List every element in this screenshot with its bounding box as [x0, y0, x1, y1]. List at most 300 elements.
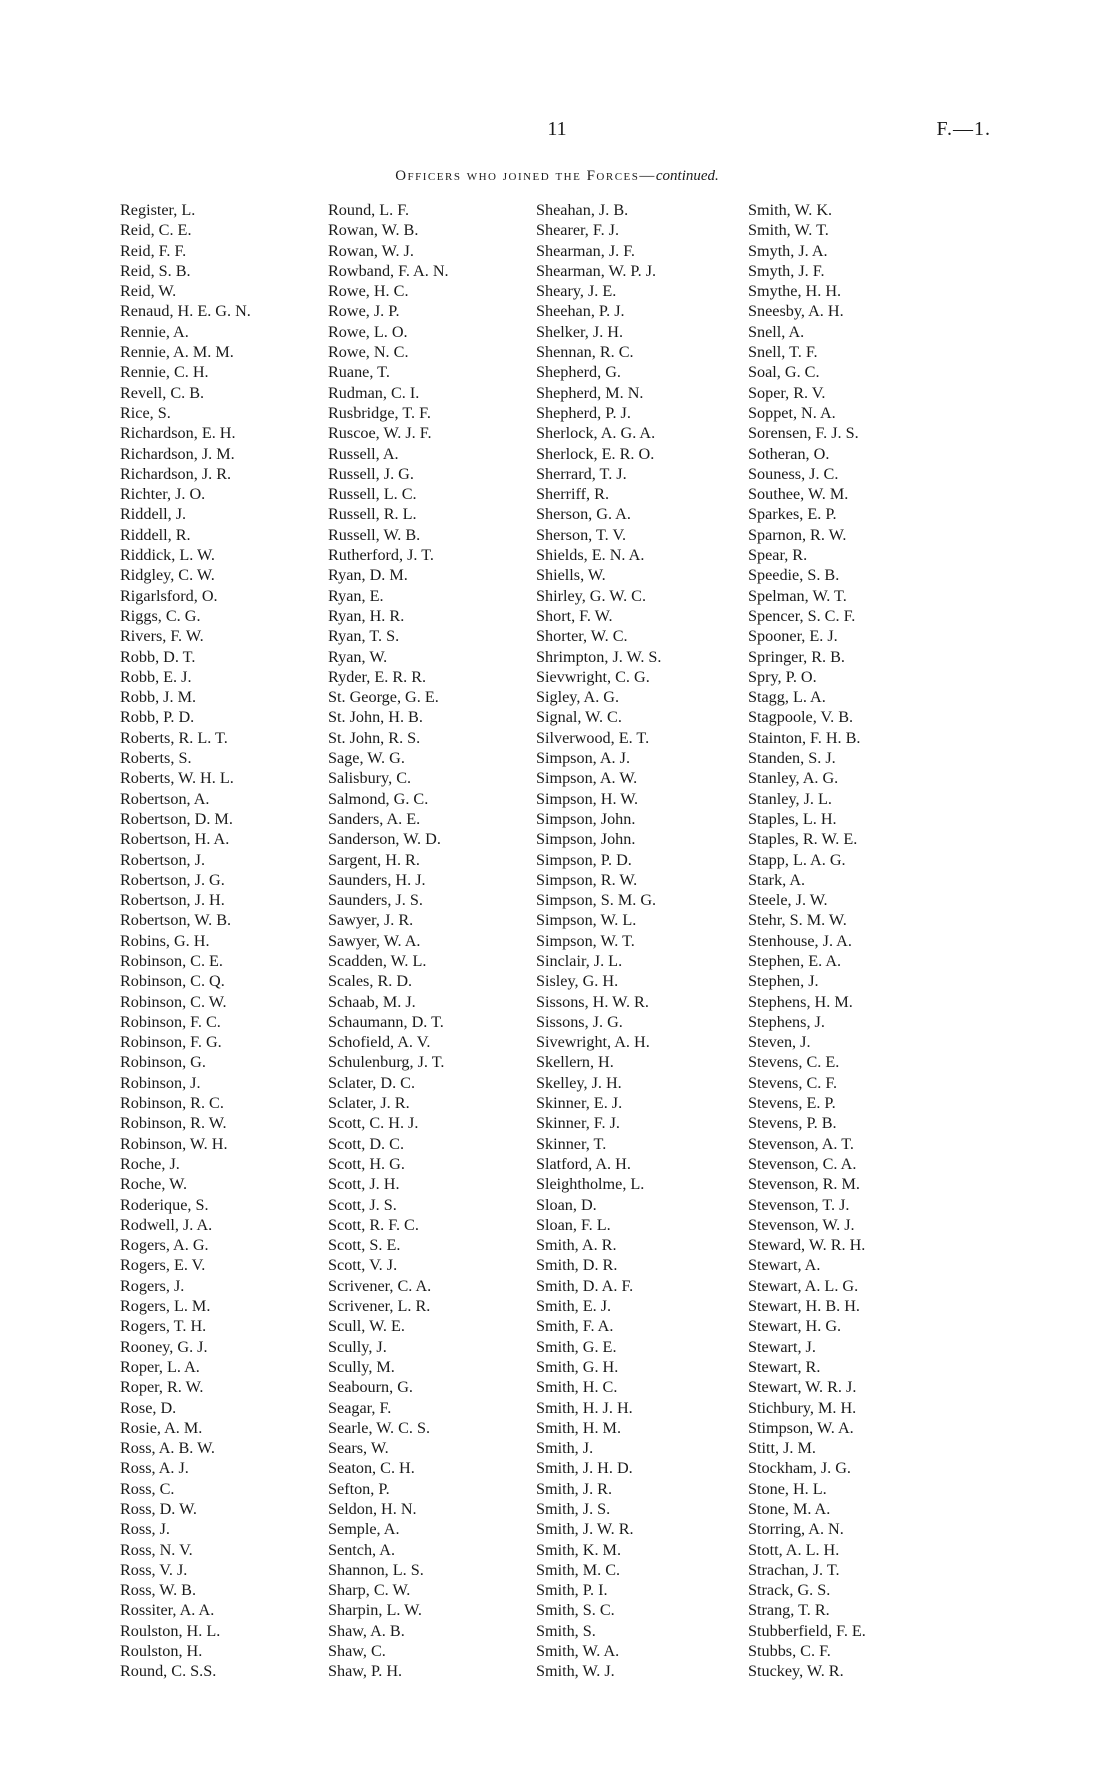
officer-name: Soppet, N. A.: [748, 403, 836, 422]
officer-name: Roberts, R. L. T.: [120, 728, 228, 747]
officer-name: Robertson, J. G.: [120, 870, 225, 889]
officer-name: Stewart, A.: [748, 1256, 821, 1275]
officer-name: Sievwright, C. G.: [536, 667, 650, 686]
officer-name: Rowe, N. C.: [328, 343, 409, 362]
officer-name: Silverwood, E. T.: [536, 728, 650, 747]
officer-name: Sleightholme, L.: [536, 1175, 645, 1194]
officer-name: Stevenson, R. M.: [748, 1175, 860, 1194]
officer-name: Scrivener, L. R.: [328, 1297, 431, 1316]
officer-name: Ross, C.: [120, 1479, 175, 1498]
officer-name: Roberts, S.: [120, 749, 192, 768]
officer-name: Salmond, G. C.: [328, 789, 429, 808]
officer-name: Sherriff, R.: [536, 485, 609, 504]
officer-name: Signal, W. C.: [536, 708, 622, 727]
officer-name: Saunders, J. S.: [328, 891, 423, 910]
officer-name: Ross, D. W.: [120, 1500, 197, 1518]
officer-name: Robinson, G.: [120, 1053, 206, 1072]
officer-name: Schulenburg, J. T.: [328, 1053, 445, 1072]
officer-name: Sherrard, T. J.: [536, 464, 627, 483]
officer-name: Sorensen, F. J. S.: [748, 424, 859, 443]
officer-name: Robinson, W. H.: [120, 1134, 228, 1153]
officer-name: Skelley, J. H.: [536, 1073, 622, 1092]
officer-name: Smith, J. R.: [536, 1479, 613, 1498]
officer-name: Sargent, H. R.: [328, 850, 420, 869]
officer-name: Roche, J.: [120, 1154, 180, 1173]
officer-name: Sneesby, A. H.: [748, 302, 844, 321]
officer-name: Rodwell, J. A.: [120, 1215, 213, 1234]
officer-name: Robins, G. H.: [120, 931, 210, 950]
officer-name: Stewart, A. L. G.: [748, 1276, 859, 1295]
officer-name: Stevenson, T. J.: [748, 1195, 850, 1214]
officer-name: Sparkes, E. P.: [748, 505, 837, 524]
officer-name: Robinson, C. Q.: [120, 972, 225, 991]
officer-name: Richter, J. O.: [120, 485, 206, 504]
officer-name: Robertson, J. H.: [120, 891, 225, 910]
officer-name: Stephens, J.: [748, 1012, 825, 1031]
officer-name: Simpson, A. W.: [536, 769, 638, 788]
officer-name: Ryder, E. R. R.: [328, 667, 427, 686]
officer-name: Seabourn, G.: [328, 1378, 413, 1397]
officer-name: Sigley, A. G.: [536, 688, 620, 707]
officer-name: Standen, S. J.: [748, 749, 836, 768]
officer-name: Stephen, E. A.: [748, 951, 842, 970]
report-reference: F.—1.: [936, 118, 991, 140]
officer-name: Robinson, R. W.: [120, 1114, 227, 1133]
officer-name: Russell, L. C.: [328, 485, 417, 504]
heading-main: Officers who joined the Forces—: [395, 168, 656, 184]
officer-name: Smith, E. J.: [536, 1297, 612, 1316]
officer-name: Simpson, W. L.: [536, 911, 637, 930]
officer-name: Reid, C. E.: [120, 221, 192, 240]
officer-name: Sharpin, L. W.: [328, 1601, 422, 1620]
officer-name: Smith, J. H. D.: [536, 1459, 633, 1478]
officer-name: Storring, A. N.: [748, 1520, 844, 1539]
officer-name: Stanley, J. L.: [748, 789, 832, 808]
officer-name: Scrivener, C. A.: [328, 1276, 432, 1295]
officer-name: Rossiter, A. A.: [120, 1601, 215, 1620]
officer-name: Rowe, L. O.: [328, 322, 408, 341]
officer-name: Ryan, D. M.: [328, 566, 408, 585]
officer-name: Sanders, A. E.: [328, 809, 421, 828]
officer-name: Rennie, A. M. M.: [120, 343, 234, 362]
officer-name: Steward, W. R. H.: [748, 1236, 866, 1255]
officer-name: Roper, R. W.: [120, 1378, 204, 1397]
officer-name: Sanderson, W. D.: [328, 830, 441, 849]
officer-name: Spencer, S. C. F.: [748, 606, 856, 625]
officer-name: Ross, W. B.: [120, 1581, 197, 1600]
officer-name: Shepherd, G.: [536, 363, 621, 382]
officer-name: Rennie, A.: [120, 322, 189, 341]
officer-name: Sclater, D. C.: [328, 1073, 416, 1092]
officer-name: Shennan, R. C.: [536, 343, 634, 362]
officer-name: Strang, T. R.: [748, 1601, 830, 1620]
officer-name: Smith, W. T.: [748, 221, 829, 240]
officer-name: Sisley, G. H.: [536, 972, 619, 991]
officer-name: Sivewright, A. H.: [536, 1033, 650, 1052]
officer-name: Sherlock, E. R. O.: [536, 444, 655, 463]
officer-name: Scott, R. F. C.: [328, 1215, 419, 1234]
officer-name: Rutherford, J. T.: [328, 546, 434, 565]
officer-name: Smith, H. M.: [536, 1418, 622, 1437]
officer-name: Russell, J. G.: [328, 464, 414, 483]
officer-name: Rowan, W. J.: [328, 241, 414, 260]
officer-name: Rogers, L. M.: [120, 1297, 211, 1316]
officer-name: Shrimpton, J. W. S.: [536, 647, 662, 666]
officer-name: Scull, W. E.: [328, 1317, 405, 1336]
officer-name: Scott, J. S.: [328, 1195, 397, 1214]
heading-continued: continued.: [655, 168, 719, 184]
officer-name: Stevenson, A. T.: [748, 1134, 854, 1153]
officer-name: Souness, J. C.: [748, 464, 839, 483]
officer-name: Stewart, W. R. J.: [748, 1378, 857, 1397]
officer-name: Robinson, J.: [120, 1073, 201, 1092]
officer-name: Southee, W. M.: [748, 485, 849, 504]
officer-name: Robertson, W. B.: [120, 911, 232, 930]
officer-name: Renaud, H. E. G. N.: [120, 302, 251, 321]
officer-name: Ridgley, C. W.: [120, 566, 215, 585]
officer-name: Semple, A.: [328, 1520, 400, 1539]
officer-name: Scully, M.: [328, 1357, 395, 1376]
officer-name: Saunders, H. J.: [328, 870, 426, 889]
officer-name: St. John, H. B.: [328, 708, 423, 727]
officer-name: Steven, J.: [748, 1033, 811, 1052]
officer-name: Stehr, S. M. W.: [748, 911, 847, 930]
officer-name: Smyth, J. F.: [748, 261, 825, 280]
name-column-4: [748, 200, 866, 1682]
officer-name: Rogers, J.: [120, 1276, 185, 1295]
officer-name: Richardson, J. R.: [120, 464, 232, 483]
officer-name: Schaumann, D. T.: [328, 1012, 444, 1031]
officer-name: Stagg, L. A.: [748, 688, 826, 707]
officer-name: Russell, A.: [328, 444, 399, 463]
officer-name: Smith, H. C.: [536, 1378, 618, 1397]
officer-name: Russell, W. B.: [328, 525, 421, 544]
officer-name: Staples, L. H.: [748, 809, 837, 828]
officer-name: Smith, H. J. H.: [536, 1398, 633, 1417]
officer-name: Stone, H. L.: [748, 1479, 827, 1498]
officer-name: Sclater, J. R.: [328, 1094, 410, 1113]
officer-name: Sotheran, O.: [748, 444, 830, 463]
officer-name: Stevens, P. B.: [748, 1114, 837, 1133]
officer-name: Roderique, S.: [120, 1195, 209, 1214]
officer-name: Stewart, H. B. H.: [748, 1297, 860, 1316]
name-column-3: [536, 200, 661, 1682]
officer-name: Robinson, F. C.: [120, 1012, 221, 1031]
officer-name: Robb, P. D.: [120, 708, 195, 727]
officer-name: Richardson, E. H.: [120, 424, 236, 443]
officer-name: Rigarlsford, O.: [120, 586, 218, 605]
officer-name: Sherson, G. A.: [536, 505, 631, 524]
officer-name: Strack, G. S.: [748, 1581, 831, 1600]
officer-name: Smyth, J. A.: [748, 241, 828, 260]
officer-name: Scott, S. E.: [328, 1236, 401, 1255]
officer-name: Sefton, P.: [328, 1479, 390, 1498]
officer-name: Stichbury, M. H.: [748, 1398, 857, 1417]
officer-name: Ryan, E.: [328, 586, 384, 605]
officer-name: Smith, F. A.: [536, 1317, 614, 1336]
officer-name: Skinner, F. J.: [536, 1114, 620, 1133]
officer-name: Riggs, C. G.: [120, 606, 201, 625]
officer-name: Spry, P. O.: [748, 667, 817, 686]
officer-name: Sissons, H. W. R.: [536, 992, 649, 1011]
officer-name: Reid, W.: [120, 282, 177, 301]
officer-name: Shirley, G. W. C.: [536, 586, 647, 605]
officer-name: Shaw, P. H.: [328, 1662, 403, 1681]
officer-name: Ross, N. V.: [120, 1540, 193, 1559]
officer-name: Sharp, C. W.: [328, 1581, 411, 1600]
officer-name: Roberts, W. H. L.: [120, 769, 234, 788]
officer-name: St. John, R. S.: [328, 728, 421, 747]
officer-name: Smith, S. C.: [536, 1601, 615, 1620]
officer-name: Simpson, H. W.: [536, 789, 639, 808]
officer-name: Smith, G. H.: [536, 1357, 619, 1376]
officer-name: Round, L. F.: [328, 201, 409, 219]
officer-name: Stapp, L. A. G.: [748, 850, 846, 869]
officer-name: Spooner, E. J.: [748, 627, 838, 646]
officer-name: Ross, J.: [120, 1520, 170, 1539]
officer-name: Skinner, E. J.: [536, 1094, 623, 1113]
officer-name: Robb, E. J.: [120, 667, 192, 686]
officer-name: Rowband, F. A. N.: [328, 261, 449, 280]
officer-name: Rowan, W. B.: [328, 221, 419, 240]
officer-name: Stimpson, W. A.: [748, 1418, 854, 1437]
officer-name: Simpson, R. W.: [536, 870, 638, 889]
officer-name: Stott, A. L. H.: [748, 1540, 840, 1559]
officer-name: Roulston, H. L.: [120, 1621, 221, 1640]
officer-name: Ross, A. J.: [120, 1459, 189, 1478]
officer-name: Round, C. S.S.: [120, 1662, 217, 1681]
officer-name: Roper, L. A.: [120, 1357, 200, 1376]
officer-name: Stone, M. A.: [748, 1500, 831, 1518]
officer-name: Shaw, A. B.: [328, 1621, 405, 1640]
officer-name: Ryan, T. S.: [328, 627, 400, 646]
officer-name: Rosie, A. M.: [120, 1418, 203, 1437]
officer-name: Stockham, J. G.: [748, 1459, 851, 1478]
officer-name: Shaw, C.: [328, 1642, 386, 1661]
officer-name: Robb, J. M.: [120, 688, 197, 707]
officer-name: Rowe, J. P.: [328, 302, 400, 321]
officer-name: Robinson, R. C.: [120, 1094, 224, 1113]
officer-name: Stevens, C. F.: [748, 1073, 838, 1092]
officer-name: Stevenson, C. A.: [748, 1154, 857, 1173]
officer-name: Shelker, J. H.: [536, 322, 624, 341]
officer-name: Simpson, S. M. G.: [536, 891, 657, 910]
officer-name: Sage, W. G.: [328, 749, 405, 768]
officer-name: Robertson, J.: [120, 850, 205, 869]
officer-name: Scadden, W. L.: [328, 951, 427, 970]
officer-name: Sawyer, J. R.: [328, 911, 414, 930]
officer-name: Robertson, H. A.: [120, 830, 230, 849]
officer-name: Shannon, L. S.: [328, 1560, 424, 1579]
officer-name: Rogers, A. G.: [120, 1236, 209, 1255]
officer-name: Strachan, J. T.: [748, 1560, 840, 1579]
officer-name: Sloan, D.: [536, 1195, 597, 1214]
officer-name: Scott, C. H. J.: [328, 1114, 419, 1133]
officer-name: Smith, K. M.: [536, 1540, 622, 1559]
officer-name: Spear, R.: [748, 546, 808, 565]
officer-name: Smith, J.: [536, 1439, 594, 1458]
officer-name: St. George, G. E.: [328, 688, 439, 707]
officer-name: Simpson, P. D.: [536, 850, 632, 869]
officer-name: Sears, W.: [328, 1439, 389, 1458]
officer-name: Robinson, F. G.: [120, 1033, 222, 1052]
officer-name: Shields, E. N. A.: [536, 546, 645, 565]
officer-name: Smith, D. R.: [536, 1256, 618, 1275]
officer-name: Smith, D. A. F.: [536, 1276, 634, 1295]
officer-name: Stenhouse, J. A.: [748, 931, 852, 950]
officer-name: Roche, W.: [120, 1175, 187, 1194]
officer-name: Sinclair, J. L.: [536, 951, 623, 970]
officer-name: Shearman, J. F.: [536, 241, 635, 260]
officer-name: Speedie, S. B.: [748, 566, 840, 585]
officer-name: Schaab, M. J.: [328, 992, 416, 1011]
officer-name: Smith, W. J.: [536, 1662, 615, 1681]
officer-name: Smith, J. S.: [536, 1500, 611, 1518]
officer-name: Stark, A.: [748, 870, 806, 889]
officer-name: Sawyer, W. A.: [328, 931, 421, 950]
officer-name: Slatford, A. H.: [536, 1154, 631, 1173]
officer-name: Stitt, J. M.: [748, 1439, 816, 1458]
officer-name: Smith, W. A.: [536, 1642, 620, 1661]
officer-name: Rogers, E. V.: [120, 1256, 206, 1275]
officer-name: Springer, R. B.: [748, 647, 845, 666]
officer-name: Rice, S.: [120, 403, 171, 422]
officer-name: Shiells, W.: [536, 566, 606, 585]
officer-name: Robertson, D. M.: [120, 809, 233, 828]
officer-name: Roulston, H.: [120, 1642, 203, 1661]
officer-name: Rivers, F. W.: [120, 627, 204, 646]
officer-name: Smythe, H. H.: [748, 282, 842, 301]
officer-name: Soal, G. C.: [748, 363, 820, 382]
officer-name: Stainton, F. H. B.: [748, 728, 861, 747]
officer-name: Robinson, C. W.: [120, 992, 227, 1011]
officer-name: Shorter, W. C.: [536, 627, 628, 646]
officer-name: Rennie, C. H.: [120, 363, 209, 382]
officer-name: Ross, A. B. W.: [120, 1439, 215, 1458]
officer-name: Simpson, W. T.: [536, 931, 635, 950]
officer-name: Scott, V. J.: [328, 1256, 398, 1275]
officer-name: Smith, G. E.: [536, 1337, 617, 1356]
officer-name: Sparnon, R. W.: [748, 525, 847, 544]
officer-name: Salisbury, C.: [328, 769, 412, 788]
officer-name: Sentch, A.: [328, 1540, 395, 1559]
officer-name: Spelman, W. T.: [748, 586, 847, 605]
officer-name: Scott, H. G.: [328, 1154, 405, 1173]
officer-name: Russell, R. L.: [328, 505, 417, 524]
officer-name: Sheehan, P. J.: [536, 302, 625, 321]
officer-name: Stewart, H. G.: [748, 1317, 842, 1336]
officer-name: Rowe, H. C.: [328, 282, 409, 301]
officer-name: Snell, A.: [748, 322, 805, 341]
officer-name: Stevenson, W. J.: [748, 1215, 855, 1234]
officer-name: Stagpoole, V. B.: [748, 708, 854, 727]
officer-name: Steele, J. W.: [748, 891, 828, 910]
officer-name: Richardson, J. M.: [120, 444, 235, 463]
officer-name: Sissons, J. G.: [536, 1012, 623, 1031]
officer-name: Schofield, A. V.: [328, 1033, 431, 1052]
officer-name: Stanley, A. G.: [748, 769, 839, 788]
officer-name: Rooney, G. J.: [120, 1337, 208, 1356]
officer-name: Staples, R. W. E.: [748, 830, 858, 849]
officer-name: Scully, J.: [328, 1337, 387, 1356]
officer-name: Ross, V. J.: [120, 1560, 188, 1579]
officer-name: Scott, D. C.: [328, 1134, 404, 1153]
officer-name: Smith, W. K.: [748, 201, 833, 219]
officer-name: Shepherd, M. N.: [536, 383, 644, 402]
officer-name: Stewart, R.: [748, 1357, 821, 1376]
officer-name: Ruscoe, W. J. F.: [328, 424, 432, 443]
officer-name: Ryan, H. R.: [328, 606, 405, 625]
officer-name: Snell, T. F.: [748, 343, 818, 362]
officer-name: Robertson, A.: [120, 789, 210, 808]
officer-name: Rusbridge, T. F.: [328, 403, 431, 422]
officer-name: Smith, A. R.: [536, 1236, 617, 1255]
officer-name: Seaton, C. H.: [328, 1459, 415, 1478]
officer-name: Stuckey, W. R.: [748, 1662, 844, 1681]
officer-name: Stubbs, C. F.: [748, 1642, 831, 1661]
officer-name: Robb, D. T.: [120, 647, 196, 666]
officer-name: Skinner, T.: [536, 1134, 607, 1153]
officer-name: Stephens, H. M.: [748, 992, 853, 1011]
name-column-2: [328, 200, 449, 1682]
officer-name: Ruane, T.: [328, 363, 390, 382]
officer-name: Sheary, J. E.: [536, 282, 617, 301]
officer-name: Riddick, L. W.: [120, 546, 215, 565]
officer-name: Simpson, John.: [536, 830, 636, 849]
officer-name: Shearman, W. P. J.: [536, 261, 657, 280]
page-heading: [0, 168, 1114, 185]
officer-name: Rudman, C. I.: [328, 383, 420, 402]
officer-name: Register, L.: [120, 201, 196, 219]
officer-name: Robinson, C. E.: [120, 951, 223, 970]
officer-name: Stevens, E. P.: [748, 1094, 836, 1113]
officer-name: Revell, C. B.: [120, 383, 205, 402]
officer-name: Riddell, J.: [120, 505, 187, 524]
officer-name: Simpson, A. J.: [536, 749, 631, 768]
officer-name: Scales, R. D.: [328, 972, 413, 991]
officer-name: Simpson, John.: [536, 809, 636, 828]
officer-name: Smith, S.: [536, 1621, 596, 1640]
officer-name: Riddell, R.: [120, 525, 191, 544]
page-number: 11: [547, 118, 567, 140]
officer-name: Scott, J. H.: [328, 1175, 400, 1194]
officer-name: Stephen, J.: [748, 972, 819, 991]
officer-name: Rogers, T. H.: [120, 1317, 207, 1336]
officer-name: Rose, D.: [120, 1398, 177, 1417]
officer-name: Stewart, J.: [748, 1337, 816, 1356]
officer-name: Sherson, T. V.: [536, 525, 627, 544]
officer-name: Short, F. W.: [536, 606, 613, 625]
officer-name: Sloan, F. L.: [536, 1215, 611, 1234]
officer-name: Sherlock, A. G. A.: [536, 424, 656, 443]
officer-name: Skellern, H.: [536, 1053, 614, 1072]
officer-name: Reid, F. F.: [120, 241, 187, 260]
officer-name: Sheahan, J. B.: [536, 201, 629, 219]
officer-name: Seldon, H. N.: [328, 1500, 417, 1518]
officer-name: Stevens, C. E.: [748, 1053, 840, 1072]
officer-name: Smith, P. I.: [536, 1581, 608, 1600]
name-column-1: [120, 200, 251, 1682]
officer-name: Shearer, F. J.: [536, 221, 620, 240]
officer-name: Seagar, F.: [328, 1398, 392, 1417]
officer-name: Smith, M. C.: [536, 1560, 621, 1579]
officer-name: Soper, R. V.: [748, 383, 826, 402]
officer-name: Stubberfield, F. E.: [748, 1621, 866, 1640]
officer-name: Smith, J. W. R.: [536, 1520, 634, 1539]
officer-name: Ryan, W.: [328, 647, 388, 666]
officer-name: Reid, S. B.: [120, 261, 191, 280]
officer-name: Searle, W. C. S.: [328, 1418, 431, 1437]
